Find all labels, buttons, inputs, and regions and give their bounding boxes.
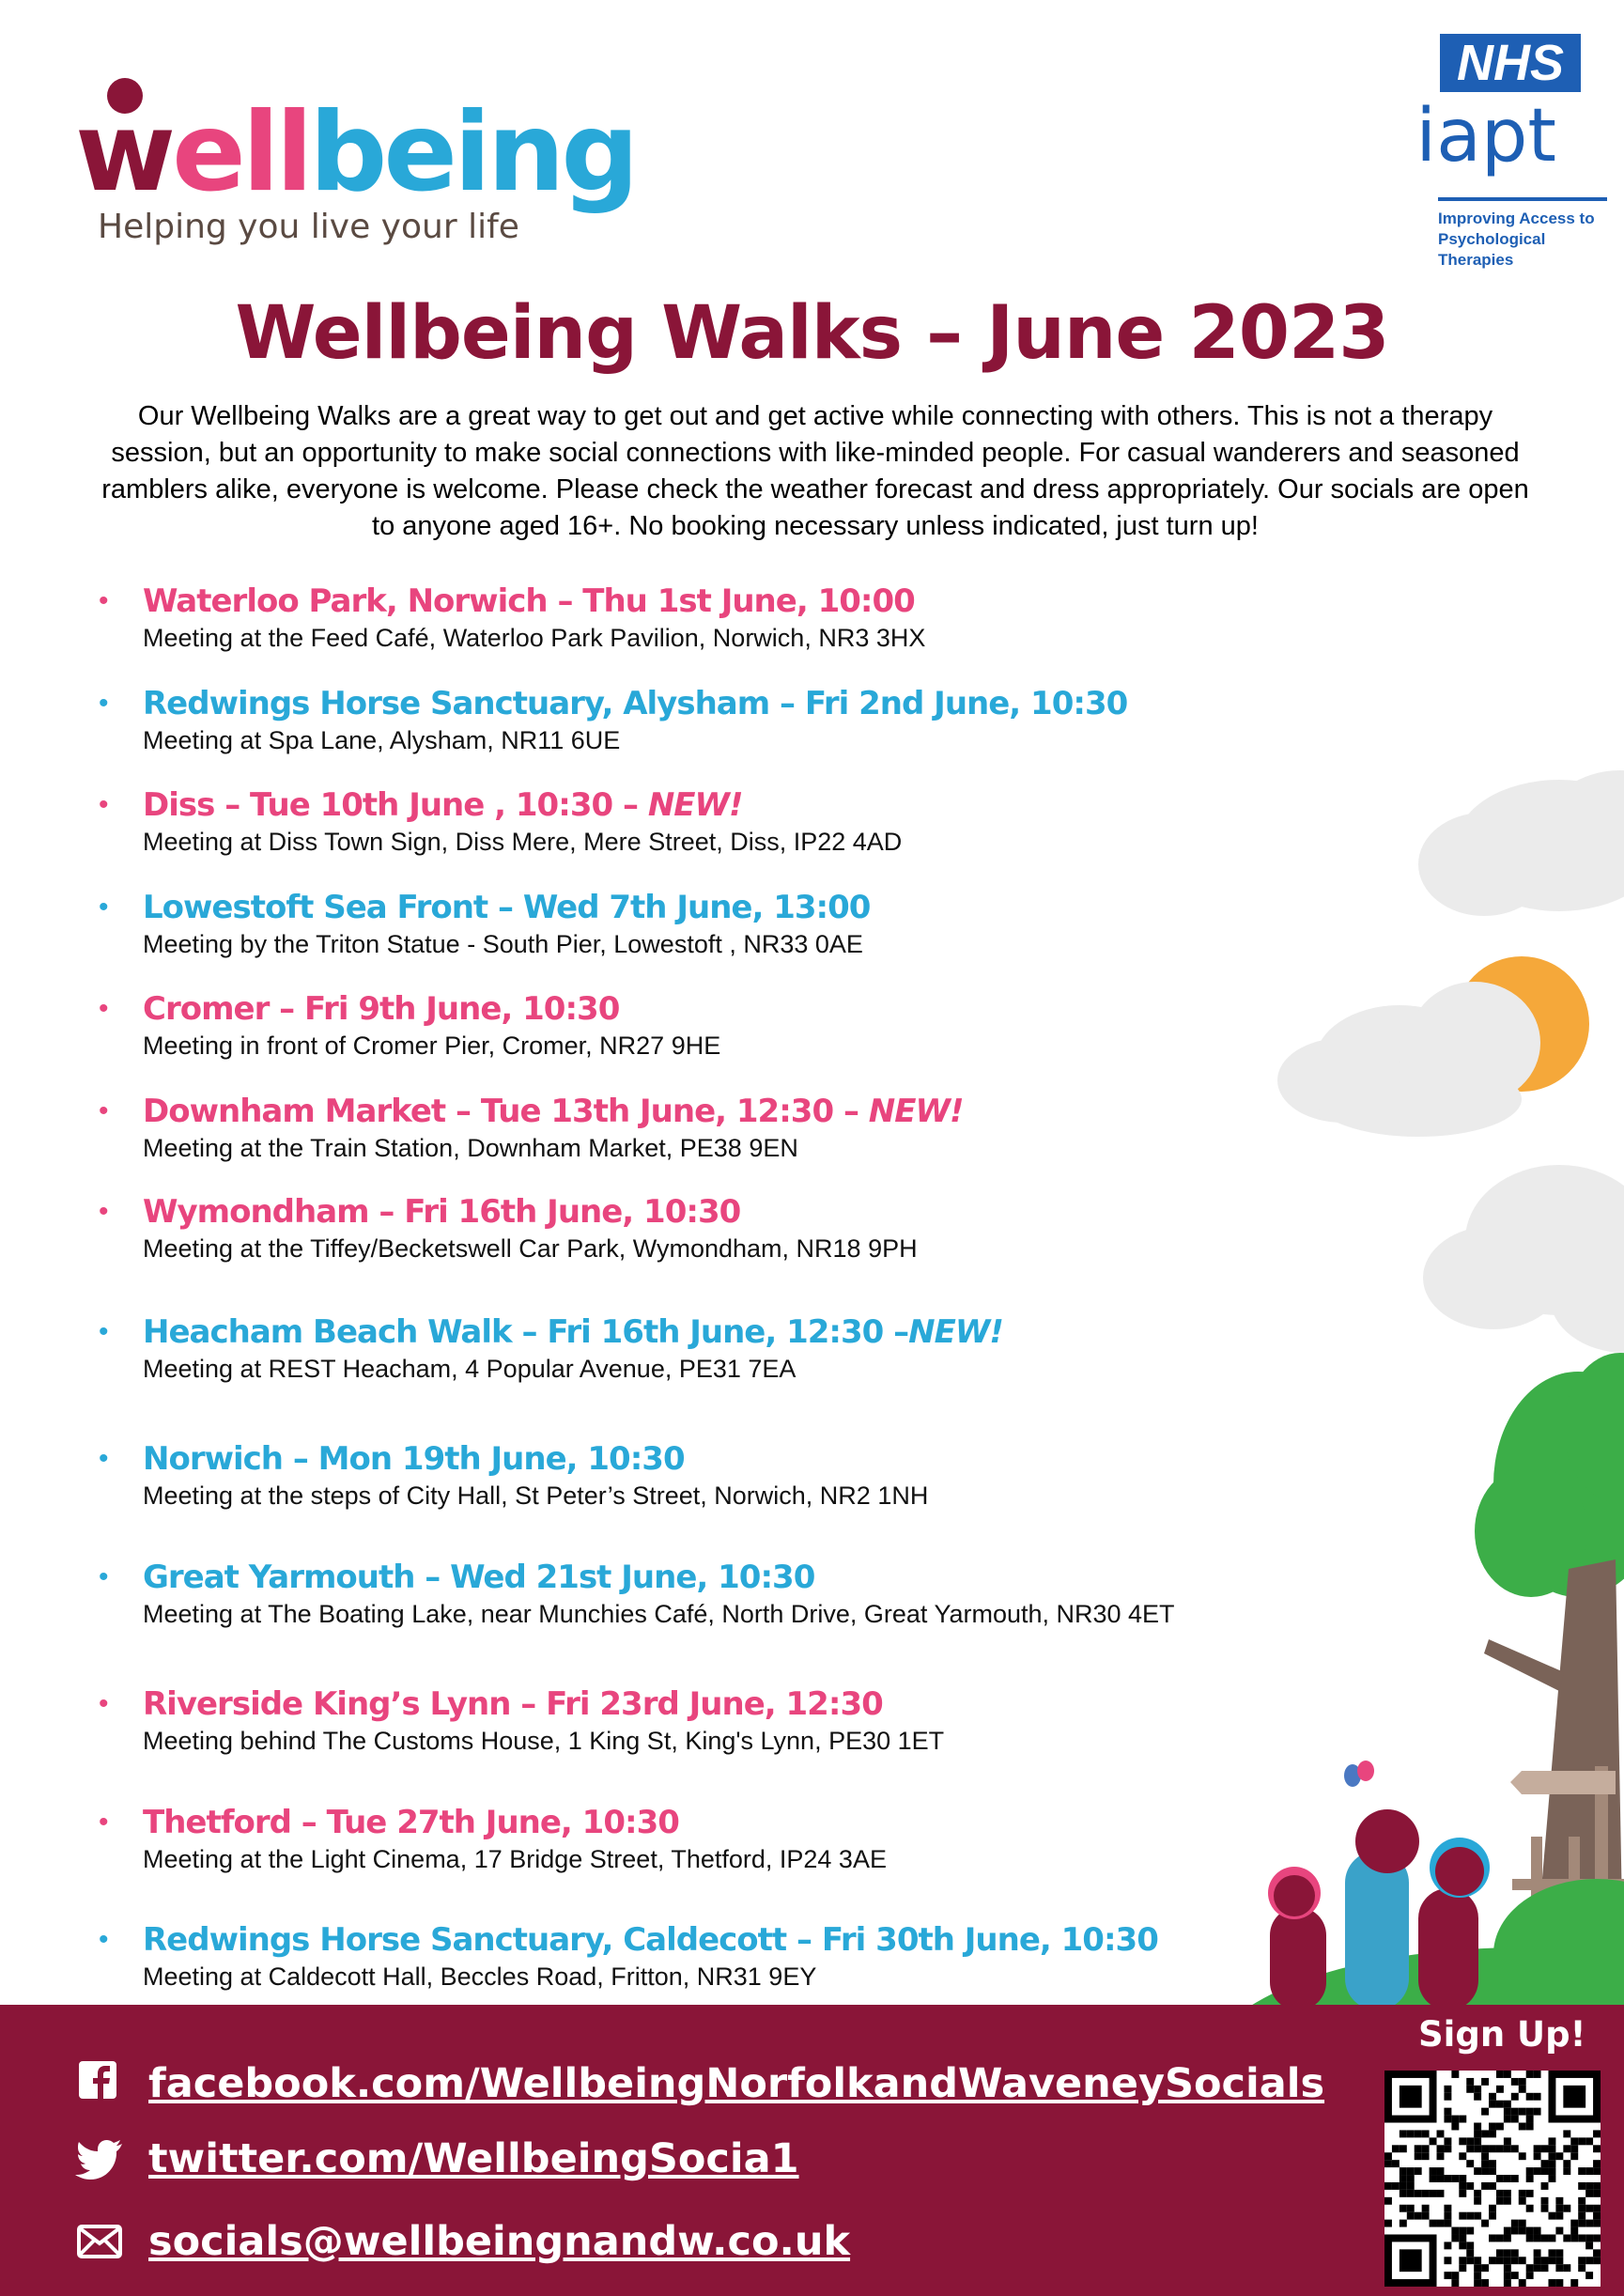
bullet-icon: • xyxy=(99,892,109,923)
qr-code-icon[interactable] xyxy=(1384,2071,1601,2287)
walk-title-text: Riverside King’s Lynn – Fri 23rd June, 12:30 xyxy=(143,1685,883,1723)
walk-title xyxy=(143,1091,963,1132)
walk-title xyxy=(143,1802,679,1843)
butterfly-icon xyxy=(1344,1761,1374,1787)
new-badge: NEW! xyxy=(647,786,743,824)
walk-title-text: Redwings Horse Sanctuary, Alysham – Fri 2nd June, 10:30 xyxy=(143,685,1128,722)
footer-bar xyxy=(0,2005,1624,2296)
iapt-divider xyxy=(1438,197,1607,201)
signup-label: Sign Up! xyxy=(1418,2014,1586,2055)
walk-title-text: Great Yarmouth – Wed 21st June, 10:30 xyxy=(143,1559,815,1596)
bullet-icon: • xyxy=(99,993,109,1024)
bullet-icon: • xyxy=(99,1443,109,1474)
walk-title xyxy=(143,784,743,826)
walk-title xyxy=(143,1311,1003,1353)
walk-title xyxy=(143,1191,740,1233)
walk-location: Meeting at REST Heacham, 4 Popular Avenue, PE31 7EA xyxy=(143,1355,797,1383)
facebook-link[interactable]: facebook.com/WellbeingNorfolkandWaveneySocials xyxy=(148,2060,1325,2107)
cloud-icon xyxy=(1277,982,1540,1137)
intro-paragraph: Our Wellbeing Walks are a great way to get out and get active while connecting with others. This is not a therapy session, but an opportunity to make social connections with like-minded people. For casual wanderers and seasoned ramblers alike, everyone is welcome. Please check the weather forecast and dress appropriately. Our socials are open to anyone aged 16+. No booking necessary unless indicated, just turn up! xyxy=(101,401,1529,541)
mail-icon xyxy=(75,2215,128,2268)
walk-title-text: Lowestoft Sea Front – Wed 7th June, 13:00 xyxy=(143,889,871,926)
walk-title-text: Redwings Horse Sanctuary, Caldecott – Fri 30th June, 10:30 xyxy=(143,1921,1158,1959)
walk-location: Meeting at the Feed Café, Waterloo Park Pavilion, Norwich, NR3 3HX xyxy=(143,624,926,652)
people-icon xyxy=(1268,1809,1490,2010)
email-link[interactable]: socials@wellbeingnandw.co.uk xyxy=(148,2218,851,2265)
bullet-icon: • xyxy=(99,1561,109,1592)
nhs-badge: NHS xyxy=(1440,34,1581,92)
walk-title-text: Cromer – Fri 9th June, 10:30 xyxy=(143,990,620,1028)
new-badge: NEW! xyxy=(868,1093,964,1130)
walk-location: Meeting by the Triton Statue - South Pier, Lowestoft , NR33 0AE xyxy=(143,930,863,958)
walk-title-text: Wymondham – Fri 16th June, 10:30 xyxy=(143,1193,741,1231)
walk-title xyxy=(143,1919,1158,1961)
bullet-icon: • xyxy=(99,1924,109,1955)
iapt-subtitle: Improving Access to Psychological Therapies xyxy=(1438,209,1595,269)
walk-title xyxy=(143,887,870,928)
bullet-icon: • xyxy=(99,1316,109,1347)
walk-location: Meeting in front of Cromer Pier, Cromer, NR27 9HE xyxy=(143,1032,721,1060)
bullet-icon: • xyxy=(99,688,109,719)
cloud-icon xyxy=(1418,770,1624,916)
bullet-icon: • xyxy=(99,1196,109,1227)
walk-title xyxy=(143,581,915,622)
walk-title-text: Thetford – Tue 27th June, 10:30 xyxy=(143,1804,679,1841)
logo-wordmark: wellbeing xyxy=(75,89,636,216)
walk-title xyxy=(143,988,619,1030)
cloud-icon xyxy=(1423,1165,1624,1353)
walk-title-text: Norwich – Mon 19th June, 10:30 xyxy=(143,1440,685,1478)
walk-title-text: Downham Market – Tue 13th June, 12:30 – xyxy=(143,1093,869,1130)
walk-title xyxy=(143,1438,685,1480)
walk-title xyxy=(143,1557,814,1598)
bullet-icon: • xyxy=(99,1807,109,1838)
walk-location: Meeting at Caldecott Hall, Beccles Road, Fritton, NR31 9EY xyxy=(143,1962,817,1991)
walk-location: Meeting at Diss Town Sign, Diss Mere, Mere Street, Diss, IP22 4AD xyxy=(143,828,903,856)
walk-location: Meeting at the Tiffey/Becketswell Car Park, Wymondham, NR18 9PH xyxy=(143,1234,918,1263)
logo-tagline: Helping you live your life xyxy=(98,208,519,246)
walk-location: Meeting at the steps of City Hall, St Peter’s Street, Norwich, NR2 1NH xyxy=(143,1482,929,1510)
walk-location: Meeting at the Train Station, Downham Market, PE38 9EN xyxy=(143,1134,798,1162)
twitter-icon xyxy=(75,2133,128,2185)
wellbeing-logo xyxy=(75,70,636,258)
walk-location: Meeting at The Boating Lake, near Munchies Café, North Drive, Great Yarmouth, NR30 4ET xyxy=(143,1600,1175,1628)
bullet-icon: • xyxy=(99,1688,109,1719)
twitter-link[interactable]: twitter.com/WellbeingSocia1 xyxy=(148,2135,799,2182)
facebook-icon xyxy=(75,2057,128,2110)
walk-title xyxy=(143,683,1127,724)
walk-title-text: Diss – Tue 10th June , 10:30 – xyxy=(143,786,648,824)
park-illustration xyxy=(1249,752,1624,2010)
walk-title-text: Waterloo Park, Norwich – Thu 1st June, 10:00 xyxy=(143,582,915,620)
page-title: Wellbeing Walks – June 2023 xyxy=(235,291,1389,376)
walk-location: Meeting behind The Customs House, 1 King St, King's Lynn, PE30 1ET xyxy=(143,1727,945,1755)
walk-title xyxy=(143,1683,883,1725)
bullet-icon: • xyxy=(99,1095,109,1126)
bullet-icon: • xyxy=(99,789,109,820)
iapt-logo: iapt xyxy=(1415,94,1556,178)
walk-location: Meeting at Spa Lane, Alysham, NR11 6UE xyxy=(143,726,621,754)
bullet-icon: • xyxy=(99,585,109,616)
new-badge: NEW! xyxy=(908,1313,1003,1351)
walk-title-text: Heacham Beach Walk – Fri 16th June, 12:30 – xyxy=(143,1313,909,1351)
walk-location: Meeting at the Light Cinema, 17 Bridge Street, Thetford, IP24 3AE xyxy=(143,1845,887,1873)
